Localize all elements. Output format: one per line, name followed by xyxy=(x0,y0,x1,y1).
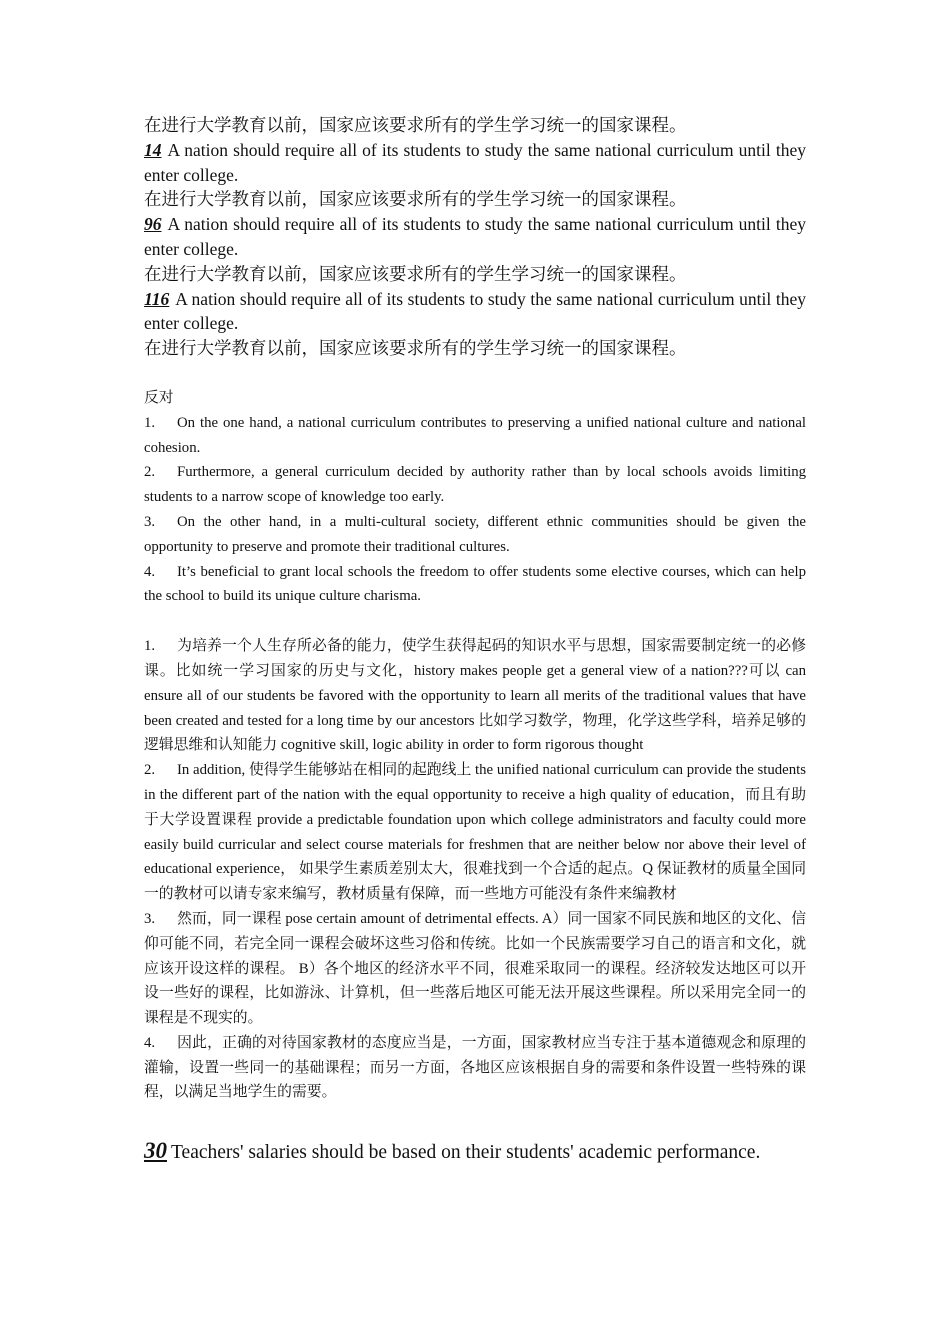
prompt-block-96 xyxy=(144,212,806,286)
list-item xyxy=(144,560,806,610)
list-index: 2. xyxy=(144,762,156,779)
prompt-text xyxy=(144,138,806,188)
list-index: 3. xyxy=(144,910,156,927)
prompt-number: 30 xyxy=(144,1138,167,1164)
next-prompt xyxy=(144,1137,806,1167)
spacer xyxy=(144,1105,806,1137)
chinese-translation: 在进行大学教育以前，国家应该要求所有的学生学习统一的国家课程。 xyxy=(144,263,687,284)
chinese-translation: 在进行大学教育以前，国家应该要求所有的学生学习统一的国家课程。 xyxy=(144,338,687,359)
list-index: 1. xyxy=(144,638,156,655)
document-page xyxy=(144,113,806,1167)
list-index: 1. xyxy=(144,414,156,431)
list-item xyxy=(144,907,806,1031)
list-item xyxy=(144,510,806,560)
prompt-text xyxy=(144,287,806,337)
argument-list xyxy=(144,411,806,609)
chinese-translation: 在进行大学教育以前，国家应该要求所有的学生学习统一的国家课程。 xyxy=(144,189,687,210)
prompt-english: Teachers' salaries should be based on their students' academic performance. xyxy=(171,1142,761,1164)
prompt-number: 96 xyxy=(144,214,162,235)
list-text: Furthermore, a general curriculum decided by authority rather than by local schools avoids limiting students to a narrow scope of knowledge too early. xyxy=(144,464,806,506)
list-text: On the other hand, in a multi-cultural society, different ethnic communities should be given the opportunity to preserve and promote their traditional cultures. xyxy=(144,513,806,555)
prompt-block-14 xyxy=(144,138,806,212)
oppose-label: 反对 xyxy=(144,389,174,406)
list-index: 4. xyxy=(144,563,156,580)
list-item xyxy=(144,460,806,510)
list-item xyxy=(144,758,806,907)
list-item xyxy=(144,411,806,461)
list-text: 为培养一个人生存所必备的能力，使学生获得起码的知识水平与思想，国家需要制定统一的必修课。比如统一学习国家的历史与文化，history makes people get a general view of a nation???可以 can ensure all of our students be favored with the opportunity to learn all merits of the traditional values that have been created and tested for a long time by our ancestors 比如学习数学，物理，化学这些学科，培养足够的逻辑思维和认知能力 cognitive skill, logic ability in order to form rigorous thought xyxy=(144,638,806,754)
prompt-english: A nation should require all of its students to study the same national curriculum until they enter college. xyxy=(144,139,806,185)
list-text: In addition, 使得学生能够站在相同的起跑线上 the unified national curriculum can provide the students in the different part of the nation with the equal opportunity to receive a high quality of education，而且有助于大学设置课程 provide a predictable foundation upon which college administrators and faculty could more easily build curricular and select course materials for freshmen that are neither below nor above their level of educational experience， 如果学生素质差别太大，很难找到一个合适的起点。Q 保证教材的质量全国同一的教材可以请专家来编写，教材质量有保障，而一些地方可能没有条件来编教材 xyxy=(144,762,806,903)
spacer xyxy=(144,609,806,634)
list-index: 2. xyxy=(144,464,156,481)
list-item xyxy=(144,1031,806,1105)
list-index: 3. xyxy=(144,513,156,530)
prompt-block-116 xyxy=(144,287,806,361)
prompt-english: A nation should require all of its students to study the same national curriculum until they enter college. xyxy=(144,288,806,334)
list-text: On the one hand, a national curriculum contributes to preserving a unified national culture and national cohesion. xyxy=(144,414,806,456)
list-text: 然而，同一课程 pose certain amount of detrimental effects. A）同一国家不同民族和地区的文化、信仰可能不同，若完全同一课程会破坏这些习俗和传统。比如一个民族需要学习自己的语言和文化，就应该开设这样的课程。 B）各个地区的经济水平不同，很难采取同一的课程。经济较发达地区可以开设一些好的课程，比如游泳、计算机，但一些落后地区可能无法开展这些课程。所以采用完全同一的课程是不现实的。 xyxy=(144,910,806,1027)
prompt-number: 14 xyxy=(144,139,162,160)
list-item xyxy=(144,634,806,758)
list-text: It’s beneficial to grant local schools the freedom to offer students some elective courses, which can help the school to build its unique culture charisma. xyxy=(144,563,806,605)
notes-list xyxy=(144,634,806,1105)
list-index: 4. xyxy=(144,1034,156,1051)
list-text: 因此，正确的对待国家教材的态度应当是，一方面，国家教材应当专注于基本道德观念和原理的灌输，设置一些同一的基础课程；而另一方面，各地区应该根据自身的需要和条件设置一些特殊的课程，以满足当地学生的需要。 xyxy=(144,1034,806,1101)
prompt-number: 116 xyxy=(144,288,170,309)
prompt-english: A nation should require all of its students to study the same national curriculum until they enter college. xyxy=(144,214,806,259)
prompt-text xyxy=(144,212,806,262)
spacer xyxy=(144,361,806,386)
chinese-translation: 在进行大学教育以前，国家应该要求所有的学生学习统一的国家课程。 xyxy=(144,115,687,135)
